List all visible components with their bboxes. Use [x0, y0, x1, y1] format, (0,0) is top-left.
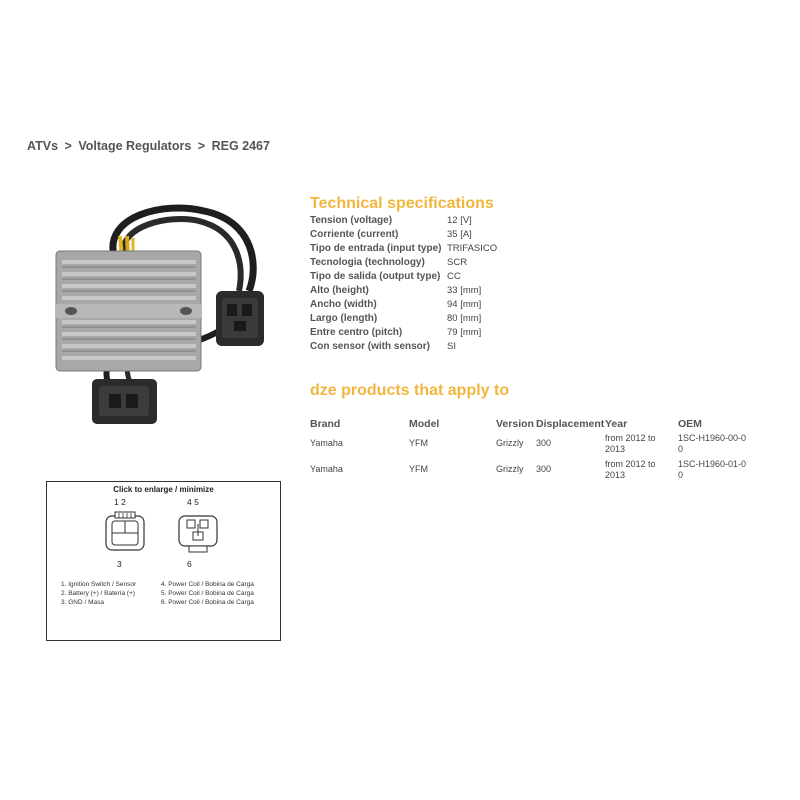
- cell-brand: Yamaha: [310, 438, 343, 448]
- cell-version: Grizzly: [496, 438, 524, 448]
- spec-value: 12 [V]: [447, 215, 472, 226]
- column-header-brand: Brand: [310, 418, 341, 430]
- cell-brand: Yamaha: [310, 464, 343, 474]
- column-header-displacement: Displacement: [536, 418, 605, 430]
- connector-diagram-title[interactable]: Click to enlarge / minimize: [113, 485, 214, 494]
- spec-label: Tension (voltage): [310, 215, 393, 226]
- connector-diagram[interactable]: [46, 481, 281, 641]
- right-connector-bottom-pin: 6: [187, 559, 192, 569]
- spec-label: Alto (height): [310, 285, 369, 296]
- spec-label: Entre centro (pitch): [310, 327, 403, 338]
- breadcrumb-separator: >: [197, 139, 206, 153]
- spec-label: Tipo de salida (output type): [310, 271, 441, 282]
- column-header-version: Version: [496, 418, 534, 430]
- legend-right: [161, 580, 254, 607]
- product-image-voltage-regulator: [44, 196, 294, 444]
- spec-label: Tipo de entrada (input type): [310, 243, 442, 254]
- specs-title: Technical specifications: [310, 195, 494, 212]
- cell-year: from 2012 to 2013: [605, 433, 656, 454]
- breadcrumb-current-page: REG 2467: [211, 139, 270, 153]
- legend-item: 4. Power Coil / Bobina de Carga: [161, 581, 254, 588]
- breadcrumb: [27, 139, 270, 153]
- left-connector-top-pins: 1 2: [114, 497, 126, 507]
- legend-item: 6. Power Coil / Bobina de Carga: [161, 599, 254, 606]
- spec-value: 33 [mm]: [447, 285, 482, 296]
- spec-value: CC: [447, 271, 461, 282]
- column-header-oem: OEM: [678, 418, 702, 430]
- legend-item: 2. Battery (+) / Batería (+): [61, 590, 136, 597]
- cell-model: YFM: [409, 438, 428, 448]
- spec-label: Tecnologia (technology): [310, 257, 425, 268]
- cell-version: Grizzly: [496, 464, 524, 474]
- spec-value: SI: [447, 341, 456, 352]
- left-connector-icon: [102, 510, 147, 555]
- legend-item: 1. Ignition Switch / Sensor: [61, 581, 137, 588]
- spec-value: TRIFASICO: [447, 243, 498, 254]
- breadcrumb-separator: >: [64, 139, 72, 153]
- table-row: [310, 433, 770, 457]
- spec-label: Corriente (current): [310, 229, 399, 240]
- left-connector-bottom-pin: 3: [117, 559, 122, 569]
- spec-value: SCR: [447, 257, 468, 268]
- legend-left: [61, 580, 136, 607]
- cell-model: YFM: [409, 464, 428, 474]
- spec-value: 94 [mm]: [447, 299, 482, 310]
- spec-label: Ancho (width): [310, 299, 377, 310]
- column-header-model: Model: [409, 418, 440, 430]
- cell-displacement: 300: [536, 464, 552, 474]
- cell-oem: 1SC-H1960-01-00: [678, 459, 747, 480]
- legend-item: 5. Power Coil / Bobina de Carga: [161, 590, 254, 597]
- spec-value: 80 [mm]: [447, 313, 482, 324]
- column-header-year: Year: [605, 418, 628, 430]
- right-connector-icon: [175, 510, 220, 555]
- breadcrumb-voltage-regulators-link[interactable]: Voltage Regulators: [78, 139, 192, 153]
- cell-year: from 2012 to 2013: [605, 459, 656, 480]
- table-row: [310, 459, 770, 483]
- right-connector-top-pins: 4 5: [187, 497, 199, 507]
- applications-title: dze products that apply to: [310, 382, 510, 399]
- spec-label: Largo (length): [310, 313, 378, 324]
- spec-value: 79 [mm]: [447, 327, 482, 338]
- breadcrumb-atvs-link[interactable]: ATVs: [27, 139, 59, 153]
- spec-label: Con sensor (with sensor): [310, 341, 431, 352]
- legend-item: 3. GND / Masa: [61, 599, 104, 606]
- spec-value: 35 [A]: [447, 229, 472, 240]
- cell-displacement: 300: [536, 438, 552, 448]
- cell-oem: 1SC-H1960-00-00: [678, 433, 747, 454]
